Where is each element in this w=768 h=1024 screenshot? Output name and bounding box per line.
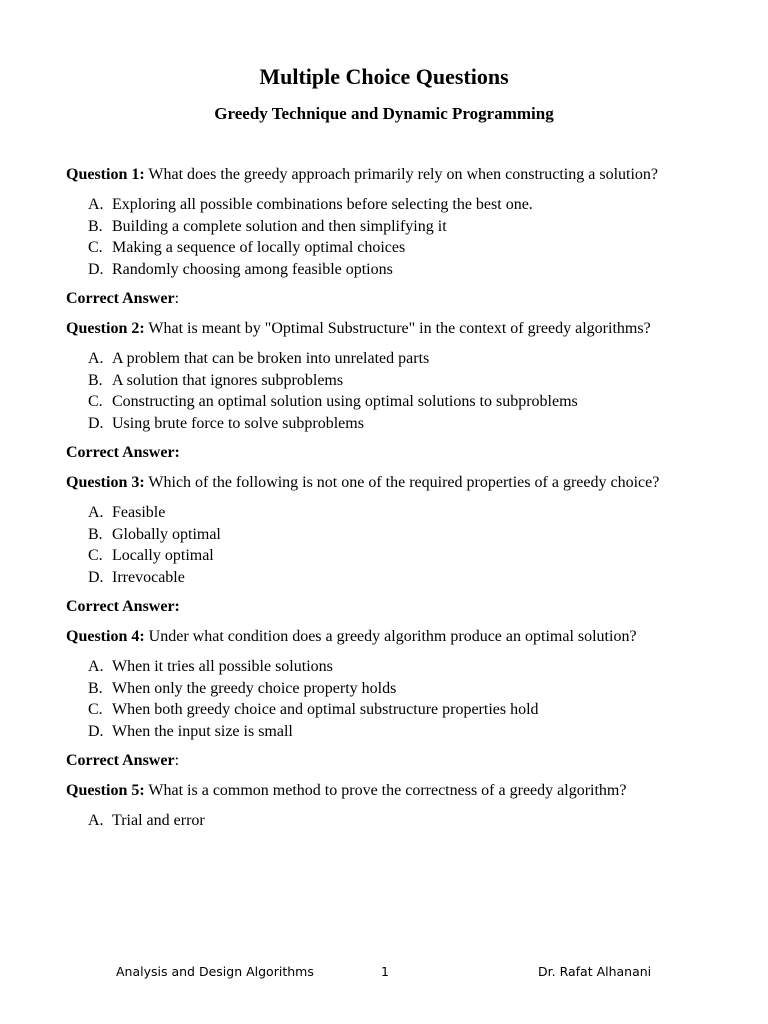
option-text: Making a sequence of locally optimal choices <box>112 239 406 256</box>
option-letter: B. <box>88 679 103 697</box>
option-item <box>88 545 702 567</box>
option-letter: A. <box>88 350 104 367</box>
option-letter: A. <box>88 812 104 829</box>
option-item <box>88 721 702 743</box>
question-2-options <box>66 348 702 434</box>
option-text: Randomly choosing among feasible options <box>112 260 393 278</box>
option-item <box>88 413 702 435</box>
option-text: A problem that can be broken into unrelated parts <box>112 350 430 367</box>
question-1-label: Question 1: <box>66 166 145 183</box>
option-item <box>88 391 702 413</box>
question-4 <box>66 626 702 648</box>
option-text: A solution that ignores subproblems <box>112 371 344 389</box>
question-4-answer <box>66 750 702 772</box>
question-1-text: What does the greedy approach primarily rely on when constructing a solution? <box>148 166 659 183</box>
option-letter: A. <box>88 196 104 213</box>
question-3-options <box>66 502 702 588</box>
option-text: When it tries all possible solutions <box>112 658 333 675</box>
option-item <box>88 502 702 524</box>
option-letter: C. <box>88 547 103 564</box>
answer-label: Correct Answer <box>66 290 175 307</box>
question-4-text: Under what condition does a greedy algorithm produce an optimal solution? <box>148 628 637 645</box>
option-text: Exploring all possible combinations before selecting the best one. <box>112 196 533 213</box>
option-letter: D. <box>88 260 104 278</box>
option-letter: C. <box>88 393 103 410</box>
option-item <box>88 656 702 678</box>
question-2-text: What is meant by "Optimal Substructure" in the context of greedy algorithms? <box>148 320 651 337</box>
option-letter: A. <box>88 658 104 675</box>
answer-suffix: : <box>174 752 180 769</box>
question-1-options <box>66 194 702 280</box>
question-2-label: Question 2: <box>66 320 145 337</box>
option-letter: C. <box>88 239 103 256</box>
option-text: When only the greedy choice property holds <box>112 679 397 697</box>
option-item <box>88 524 702 546</box>
option-item <box>88 567 702 589</box>
option-text: Using brute force to solve subproblems <box>112 414 364 432</box>
option-item <box>88 699 702 721</box>
question-3-text: Which of the following is not one of the required properties of a greedy choice? <box>148 474 660 491</box>
question-1-answer <box>66 288 702 310</box>
option-letter: D. <box>88 722 104 740</box>
option-letter: B. <box>88 217 103 235</box>
answer-suffix: : <box>174 290 180 307</box>
question-2-answer <box>66 442 702 464</box>
question-1 <box>66 164 702 186</box>
question-2 <box>66 318 702 340</box>
option-text: Feasible <box>112 504 166 521</box>
question-3-answer <box>66 596 702 618</box>
question-5-label: Question 5: <box>66 782 145 799</box>
option-item <box>88 678 702 700</box>
question-5-options <box>66 810 702 832</box>
question-4-label: Question 4: <box>66 628 145 645</box>
option-text: Globally optimal <box>112 525 221 543</box>
option-item <box>88 348 702 370</box>
question-5 <box>66 780 702 802</box>
option-text: When both greedy choice and optimal substructure properties hold <box>112 701 539 718</box>
question-4-options <box>66 656 702 742</box>
option-item <box>88 216 702 238</box>
option-text: Building a complete solution and then simplifying it <box>112 217 447 235</box>
document-subtitle: Greedy Technique and Dynamic Programming <box>214 104 554 123</box>
document-title: Multiple Choice Questions <box>259 64 509 89</box>
option-text: Locally optimal <box>112 547 214 564</box>
option-text: Irrevocable <box>112 568 185 586</box>
option-item <box>88 370 702 392</box>
option-letter: C. <box>88 701 103 718</box>
footer-page-number: 1 <box>381 964 389 979</box>
question-3-label: Question 3: <box>66 474 145 491</box>
answer-label: Correct Answer: <box>66 598 180 615</box>
option-letter: A. <box>88 504 104 521</box>
option-text: Constructing an optimal solution using optimal solutions to subproblems <box>112 393 578 410</box>
option-letter: D. <box>88 568 104 586</box>
page-footer <box>0 962 768 982</box>
answer-label: Correct Answer: <box>66 444 180 461</box>
option-item <box>88 810 702 832</box>
question-5-text: What is a common method to prove the correctness of a greedy algorithm? <box>148 782 627 799</box>
option-item <box>88 194 702 216</box>
option-item <box>88 259 702 281</box>
option-text: Trial and error <box>112 812 205 829</box>
questions-container <box>66 164 702 840</box>
option-text: When the input size is small <box>112 722 293 740</box>
option-letter: B. <box>88 525 103 543</box>
option-letter: D. <box>88 414 104 432</box>
footer-author: Dr. Rafat Alhanani <box>538 964 652 979</box>
answer-label: Correct Answer <box>66 752 175 769</box>
footer-course-title: Analysis and Design Algorithms <box>116 964 314 979</box>
option-letter: B. <box>88 371 103 389</box>
option-item <box>88 237 702 259</box>
question-3 <box>66 472 702 494</box>
